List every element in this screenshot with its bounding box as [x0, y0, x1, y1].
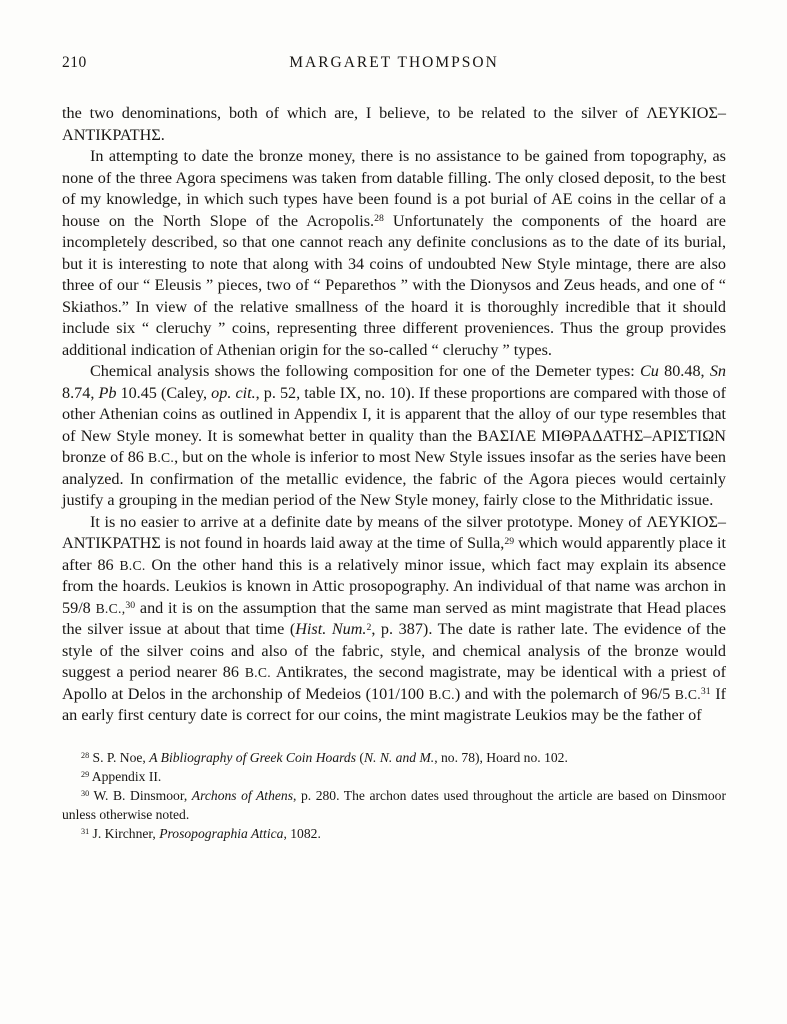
footnote-marker: 30	[81, 788, 90, 798]
text-segment: (	[356, 749, 364, 765]
footnote-marker: 30	[125, 600, 136, 612]
text-segment: B.C.	[147, 450, 175, 465]
footnote-marker: 2	[366, 621, 372, 633]
text-segment: B.C.	[244, 665, 271, 680]
text-segment: Sn	[709, 362, 726, 380]
footnote-marker: 28	[81, 750, 90, 760]
running-head: MARGARET THOMPSON	[289, 54, 499, 71]
text-segment: , but on the whole is inferior to most New Style issues insofar as the series have been analyzed. In confirmation of the metallic evidence, the fabric of the Agora pieces would certainly justify a grouping in the median period of the New Style money, fairly close to the Mithridatic issue.	[62, 448, 726, 509]
text-segment: Archons of Athens	[191, 787, 294, 803]
footnotes-section	[62, 748, 726, 843]
article-body	[62, 103, 726, 727]
text-segment: , p. 387). The date is rather late. The evidence of the style of the silver coins and also of the fabric, style, and chemical analysis of the bronze would suggest a period nearer 86	[62, 620, 726, 681]
text-segment: , p. 280. The archon dates used throughout the article are based on Dinsmoor unless otherwise noted.	[62, 787, 726, 822]
text-segment: , 1082.	[283, 825, 321, 841]
footnote-marker: 28	[374, 213, 384, 225]
text-segment: 10.45 (Caley,	[116, 383, 212, 402]
text-segment: Cu	[639, 362, 659, 380]
text-segment: If an early first century date is correct for our coins, the mint magistrate Leukios may be the father of	[62, 684, 726, 724]
footnote-marker: 31	[700, 686, 711, 698]
text-segment: J. Kirchner,	[89, 825, 160, 841]
footnote-marker: 31	[81, 826, 90, 836]
text-segment: Unfortunately the components of the hoard are incompletely described, so that one cannot reach any definite conclusions as to the date of its burial, but it is interesting to note that along with 34 coins of undoubted New Style mintage, there are also three of our “ Eleusis ” pieces, two of “ Peparethos ” with the Dionysos and Zeus heads, and one of “ Skiathos.” In view of the relative smallness of the hoard it is thoroughly incredible that it should include six “ cleruchy ” coins, representing three different proveniences. Thus the group provides additional indication of Athenian origin for the so-called “ cleruchy ” types.	[62, 211, 726, 359]
page-number: 210	[62, 54, 87, 71]
text-segment: the two denominations, both of which are, I believe, to be related to the silver of ΛΕΥΚΙΟΣ–ΑΝΤΙΚΡΑΤΗΣ.	[62, 104, 726, 144]
text-segment: , no. 78), Hoard no. 102.	[434, 749, 568, 765]
text-segment: and it is on the assumption that the same man served as mint magistrate that Head places the silver issue at about that time (	[62, 598, 726, 638]
text-segment: ) and with the polemarch of 96/5	[454, 684, 675, 703]
paragraph	[62, 361, 726, 512]
text-segment: Appendix II.	[89, 768, 162, 784]
footnote	[62, 786, 726, 824]
page-header	[62, 54, 726, 74]
text-segment: N. N. and M.	[363, 749, 435, 765]
text-segment: 80.48,	[658, 362, 710, 380]
footnote	[62, 748, 726, 767]
paragraph	[62, 146, 726, 361]
paragraph	[62, 103, 726, 146]
text-segment: W. B. Dinsmoor,	[89, 787, 192, 803]
text-segment: 8.74,	[62, 383, 99, 402]
text-segment: op. cit.	[211, 383, 256, 402]
text-segment: Hist. Num.	[295, 620, 367, 638]
paragraph	[62, 512, 726, 727]
text-segment: B.C.	[674, 686, 701, 702]
text-segment: It is no easier to arrive at a definite date by means of the silver prototype. Money of ΛΕΥΚΙΟΣ–ΑΝΤΙΚΡΑΤΗΣ is not found in hoards laid away at the time of Sulla,	[62, 512, 726, 552]
text-segment: A Bibliography of Greek Coin Hoards	[149, 749, 357, 765]
text-segment: B.C.	[119, 557, 146, 573]
footnote	[62, 824, 726, 843]
text-segment: B.C.	[428, 686, 455, 702]
footnote	[62, 767, 726, 786]
footnote-marker: 29	[504, 535, 515, 547]
text-segment: Pb	[98, 383, 117, 402]
footnote-marker: 29	[81, 769, 90, 779]
text-segment: Chemical analysis shows the following composition for one of the Demeter types:	[90, 362, 640, 380]
text-segment: On the other hand this is a relatively minor issue, which fact may explain its absence from the hoards. Leukios is known in Attic prosopography. An individual of that name was archon in 59/8	[62, 555, 726, 617]
text-segment: Antikrates, the second magistrate, may be identical with a priest of Apollo at Delos in the archonship of Medeios (101/100	[62, 663, 727, 703]
text-segment: B.C.,	[95, 600, 126, 616]
text-segment: which would apparently place it after 86	[62, 534, 727, 574]
text-segment: In attempting to date the bronze money, there is no assistance to be gained from topography, as none of the three Agora specimens was taken from datable filling. The only closed deposit, to the best of my knowledge, in which such types have been found is a pot burial of AE coins in the cellar of a house on the North Slope of the Acropolis.	[62, 147, 726, 230]
text-segment: , p. 52, table IX, no. 10). If these proportions are compared with those of other Athenian coins as outlined in Appendix I, it is apparent that the alloy of our type resembles that of New Style money. It is somewhat better in quality than the ΒΑΣΙΛΕ ΜΙΘΡΑΔΑΤΗΣ–ΑΡΙΣΤΙΩΝ bronze of 86	[62, 383, 726, 466]
text-segment: S. P. Noe,	[89, 749, 150, 765]
text-segment: Prosopographia Attica	[159, 825, 284, 841]
